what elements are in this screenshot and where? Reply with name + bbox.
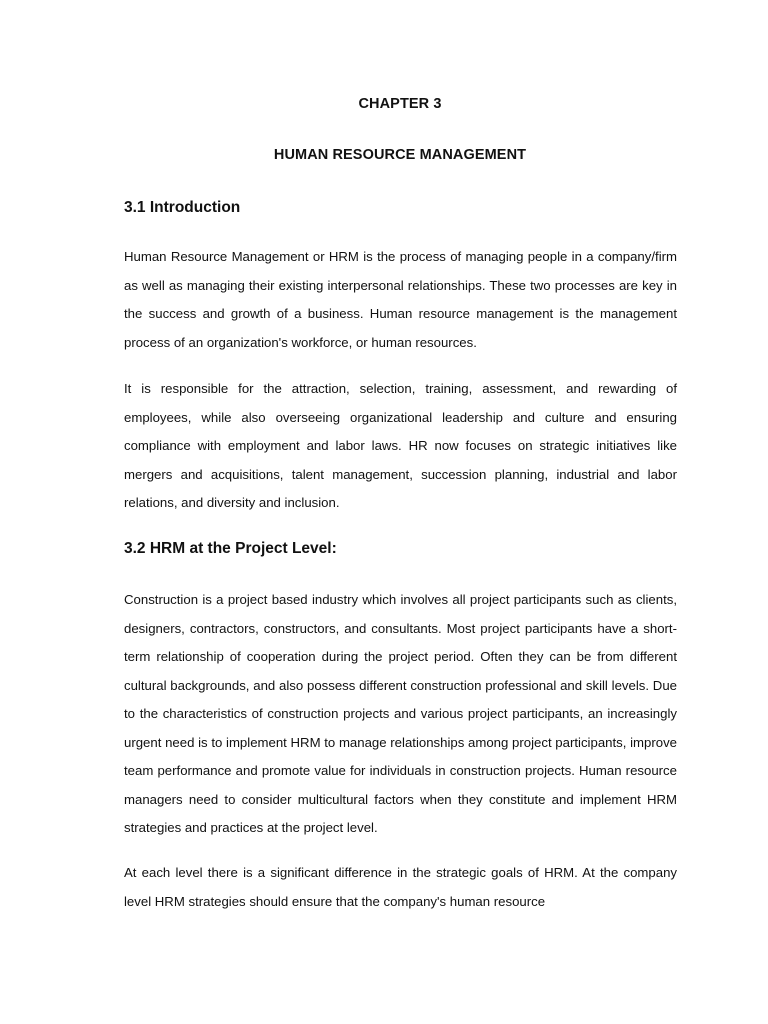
paragraph: It is responsible for the attraction, selection, training, assessment, and rewarding of employees, while also overseeing organizational leadership and culture and ensuring compliance with employment and labor laws. HR now focuses on strategic initiatives like mergers and acquisitions, talent management, succession planning, industrial and labor relations, and diversity and inclusion. <box>124 381 677 510</box>
section-heading-project-level: 3.2 HRM at the Project Level: <box>124 540 337 557</box>
paragraph: Human Resource Management or HRM is the process of managing people in a company/firm as well as managing their existing interpersonal relationships. These two processes are key in the success and growth of a business. Human resource management is the management process of an organization's workforce, or human resources. <box>124 249 677 350</box>
document-title: HUMAN RESOURCE MANAGEMENT <box>273 147 527 163</box>
section-heading-introduction: 3.1 Introduction <box>124 199 241 216</box>
paragraph: Construction is a project based industry which involves all project participants such as clients, designers, contractors, constructors, and consultants. Most project participants have a short-term relationship of cooperation during the project period. Often they can be from different cultural backgrounds, and also possess different construction professional and skill levels. Due to the characteristics of construction projects and various project participants, an increasingly urgent need is to implement HRM to manage relationships among project participants, improve team performance and promote value for individuals in construction projects. Human resource managers need to consider multicultural factors when they constitute and implement HRM strategies and practices at the project level. <box>124 592 677 835</box>
chapter-label: CHAPTER 3 <box>358 96 442 112</box>
paragraph: At each level there is a significant difference in the strategic goals of HRM. At the company level HRM strategies should ensure that the company's human resource <box>124 865 677 909</box>
